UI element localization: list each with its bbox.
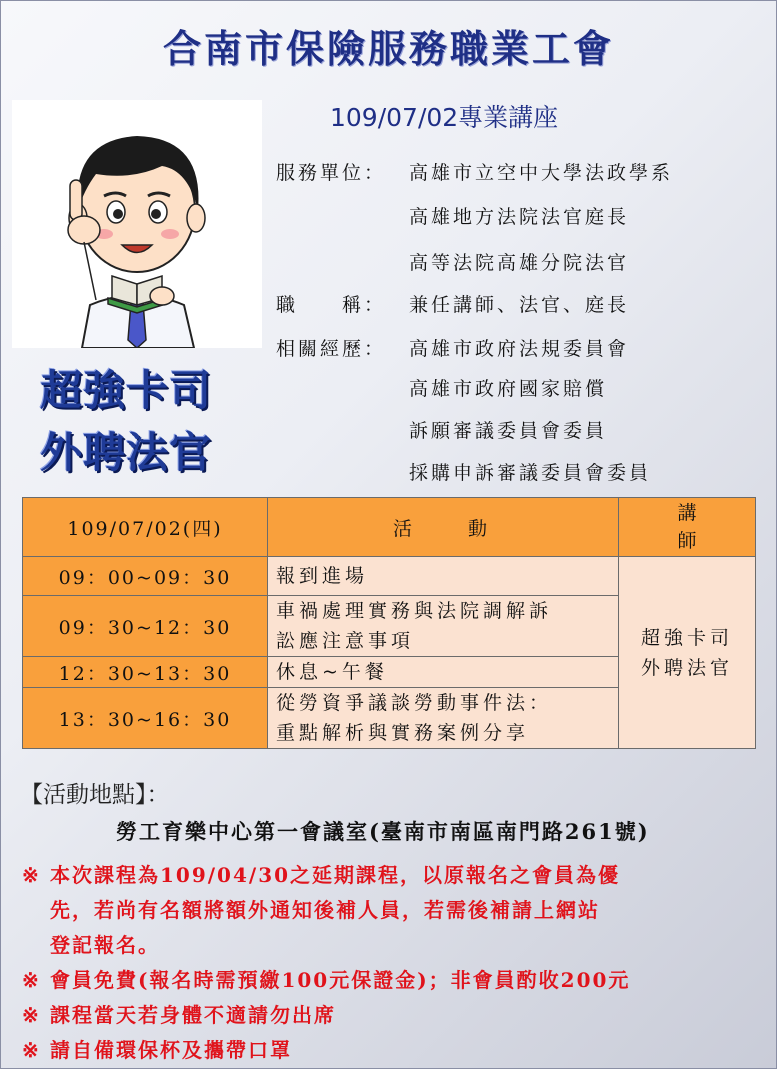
job-title-label: 職 稱： xyxy=(276,294,387,316)
row-time: 09：30~12：30 xyxy=(23,596,268,657)
row-time: 09：00~09：30 xyxy=(23,557,268,596)
note-item xyxy=(22,998,762,1033)
lecturer-illustration xyxy=(12,100,262,348)
header-lecturer-1: 講 xyxy=(677,502,697,524)
row-activity: 休息~午餐 xyxy=(268,657,619,688)
service-unit-3: 高等法院高雄分院法官 xyxy=(409,252,630,274)
note-item xyxy=(22,1033,762,1068)
row-time: 13：30~16：30 xyxy=(23,688,268,749)
experience-4: 採購申訴審議委員會委員 xyxy=(409,462,652,484)
activity-line: 從勞資爭議談勞動事件法： xyxy=(276,692,553,714)
row-activity: 報到進場 xyxy=(268,557,619,596)
speaker-name xyxy=(40,360,270,484)
activity-line: 車禍處理實務與法院調解訴 xyxy=(276,600,553,622)
teacher-cartoon-icon xyxy=(12,100,262,348)
note-line: 課程當天若身體不適請勿出席 xyxy=(50,1003,336,1027)
note-line: 先，若尚有名額將額外通知後補人員，若需後補請上網站 xyxy=(50,898,600,922)
row-activity xyxy=(268,596,619,657)
lecture-date-title: 109/07/02專業講座 xyxy=(330,103,559,132)
reference-mark-icon: ※ xyxy=(22,1003,41,1027)
service-unit-label: 服務單位： xyxy=(276,162,387,184)
row-time: 12：30~13：30 xyxy=(23,657,268,688)
schedule-table xyxy=(22,497,756,749)
header-lecturer xyxy=(619,498,756,557)
reference-mark-icon: ※ xyxy=(22,1038,41,1062)
reference-mark-icon: ※ xyxy=(22,968,41,992)
note-item xyxy=(22,858,762,963)
header-date: 109/07/02(四) xyxy=(23,498,268,557)
activity-line: 重點解析與實務案例分享 xyxy=(276,722,530,744)
job-title-value: 兼任講師、法官、庭長 xyxy=(409,294,630,316)
location-label: 【活動地點】： xyxy=(20,782,170,808)
header-lecturer-2: 師 xyxy=(677,530,697,552)
speaker-line-1: 超強卡司 xyxy=(40,366,213,415)
experience-label: 相關經歷： xyxy=(276,338,387,360)
row-activity xyxy=(268,688,619,749)
experience-2: 高雄市政府國家賠償 xyxy=(409,378,608,400)
notes-list xyxy=(22,858,762,1068)
speaker-line-2: 外聘法官 xyxy=(40,428,213,477)
lecturer-line-1: 超強卡司 xyxy=(640,626,733,649)
activity-line: 訟應注意事項 xyxy=(276,630,415,652)
service-unit-2: 高雄地方法院法官庭長 xyxy=(409,206,630,228)
table-row xyxy=(23,557,756,596)
location-value: 勞工育樂中心第一會議室(臺南市南區南門路261號) xyxy=(116,819,650,844)
page-title: 合南市保險服務職業工會 xyxy=(162,27,614,71)
lecturer-cell xyxy=(619,557,756,749)
lecturer-line-2: 外聘法官 xyxy=(640,656,733,679)
note-line: 本次課程為109/04/30之延期課程，以原報名之會員為優 xyxy=(50,863,621,887)
note-line: 登記報名。 xyxy=(50,933,160,957)
note-line: 會員免費(報名時需預繳100元保證金)；非會員酌收200元 xyxy=(50,968,631,992)
note-item xyxy=(22,963,762,998)
service-unit-1: 高雄市立空中大學法政學系 xyxy=(409,162,674,184)
experience-1: 高雄市政府法規委員會 xyxy=(409,338,630,360)
note-line: 請自備環保杯及攜帶口罩 xyxy=(50,1038,292,1062)
header-activity: 活 動 xyxy=(268,498,619,557)
experience-3: 訴願審議委員會委員 xyxy=(409,420,608,442)
reference-mark-icon: ※ xyxy=(22,863,41,887)
